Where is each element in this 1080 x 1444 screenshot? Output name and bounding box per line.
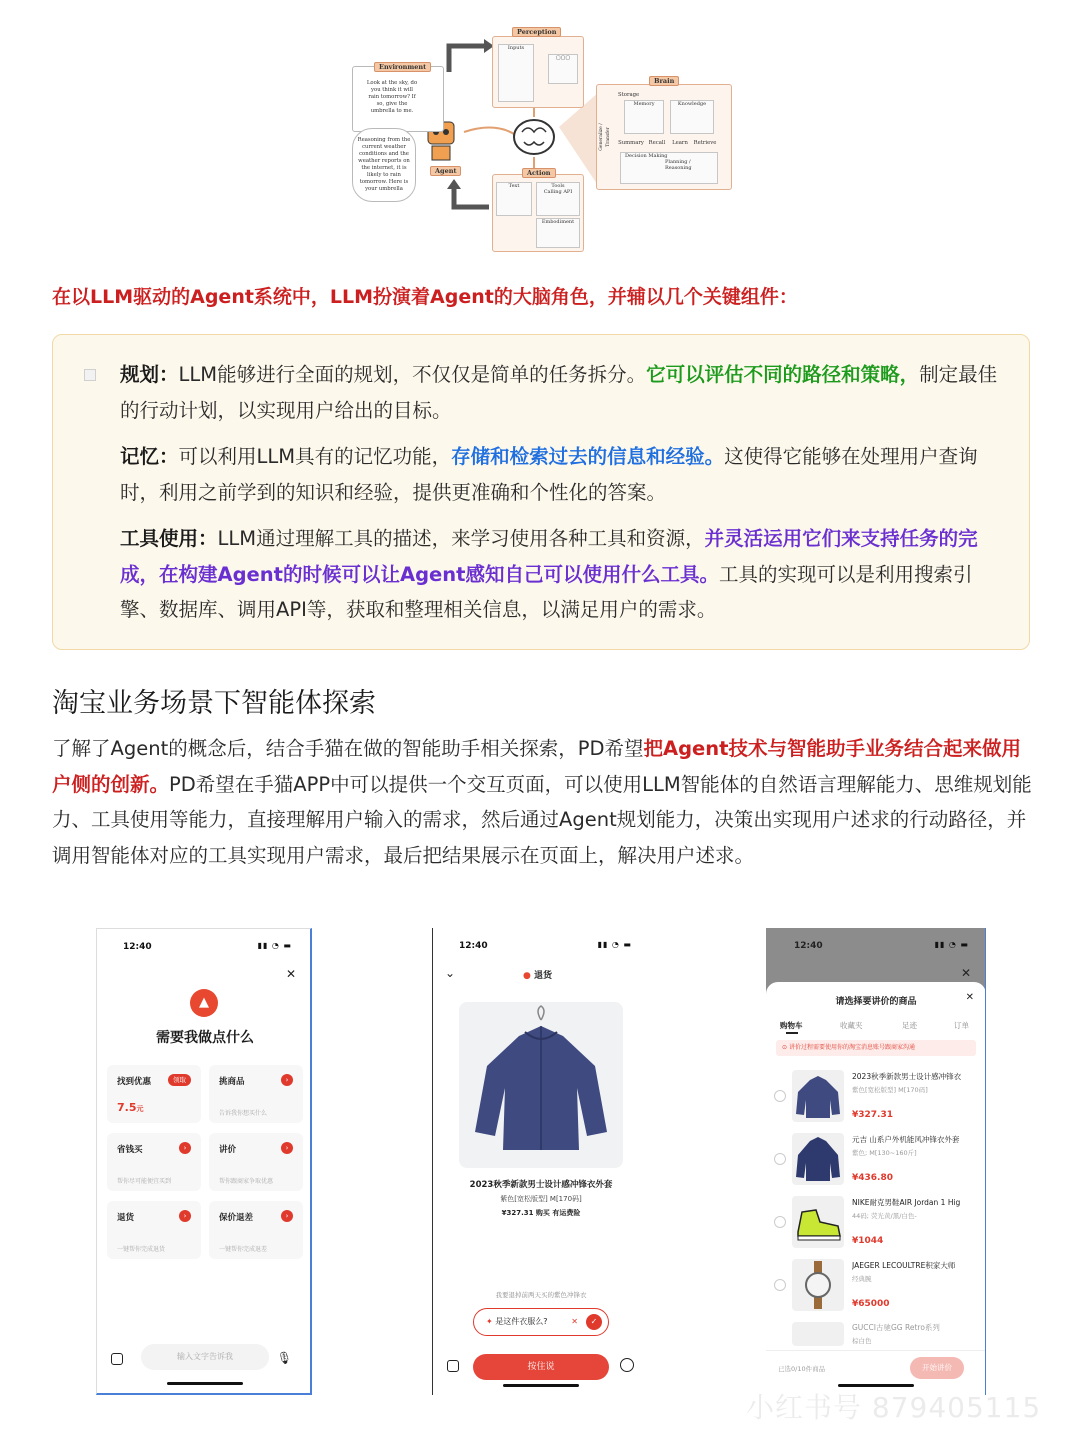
go-icon: › bbox=[281, 1074, 293, 1086]
tools-text-2: 工具的实现可以是利用搜索引擎、数据库、调用API等，获取和整理相关信息，以满足用户的需求。 bbox=[120, 562, 973, 621]
memory-text-2: 这使得它能够在处理用户查询时，利用之前学到的知识和经验，提供更准确和个性化的答案。 bbox=[120, 445, 978, 504]
jacket-illustration bbox=[459, 1002, 623, 1168]
product-spec: 经典腕 bbox=[852, 1275, 872, 1283]
tools-text: LLM通过理解工具的描述，来学习使用各种工具和资源， bbox=[217, 527, 705, 550]
product-image bbox=[792, 1322, 844, 1346]
reasoning-text: Reasoning from the current weather conditions and the weather reports on the internet, it is likely to rain tomorrow. Here is your umbrella bbox=[357, 137, 411, 192]
emoji-icon[interactable] bbox=[620, 1358, 634, 1372]
card-bargain[interactable]: 讲价 › 帮你跟商家争取优惠 bbox=[209, 1133, 303, 1191]
summary-label: Summary bbox=[618, 140, 644, 146]
knowledge-cell: Knowledge bbox=[670, 100, 714, 134]
tab-cart[interactable]: 购物车 bbox=[780, 1021, 803, 1030]
card-find-discount[interactable]: 找到优惠 领取 7.5元 bbox=[107, 1065, 201, 1123]
product-name: 2023秋季新款男士设计感冲锋衣外套 bbox=[469, 1180, 613, 1190]
product-image bbox=[459, 1002, 623, 1168]
tab-favorites[interactable]: 收藏夹 bbox=[840, 1021, 863, 1030]
selected-count: 已选0/10件商品 bbox=[778, 1365, 826, 1373]
memory-paragraph bbox=[120, 439, 1010, 510]
tab-footprint[interactable]: 足迹 bbox=[902, 1021, 917, 1030]
decision-cell: Decision Making Planning / Reasoning bbox=[620, 152, 718, 184]
storage-label: Storage bbox=[618, 92, 640, 98]
product-spec: 44码; 荧光黄/黑/白色- bbox=[852, 1212, 917, 1220]
select-radio[interactable] bbox=[774, 1090, 786, 1102]
section-highlight: 把Agent技术与智能助手业务结合起来做用户侧的创新。 bbox=[52, 737, 1021, 796]
select-radio[interactable] bbox=[774, 1216, 786, 1228]
status-time: 12:40 bbox=[794, 941, 823, 951]
select-radio[interactable] bbox=[774, 1279, 786, 1291]
embodiment-cell: Embodiment bbox=[536, 218, 580, 248]
product-image bbox=[792, 1133, 844, 1185]
product-price: ¥327.31 bbox=[852, 1110, 893, 1120]
section-body-2: PD希望在手猫APP中可以提供一个交互页面，可以使用LLM智能体的自然语言理解能力、思维规划能力、工具使用等能力，直接理解用户输入的需求，然后通过Agent规划能力，决策出实现用户述求的行动路径，并调用智能体对应的工具实现用户需求，最后把结果展示在页面上，解决用户述求。 bbox=[52, 772, 1032, 867]
status-icons: ▮▮ ◔ ▬ bbox=[257, 941, 292, 950]
phone-screenshot-bargain bbox=[766, 928, 986, 1395]
agent-label: Agent bbox=[430, 166, 461, 176]
text-cell: Text bbox=[496, 182, 532, 216]
product-name: GUCCI古驰GG Retro系列 bbox=[852, 1323, 940, 1332]
phone-screenshot-return bbox=[432, 928, 648, 1395]
text-input[interactable]: 输入文字告诉我 bbox=[141, 1344, 269, 1370]
spark-icon: ✦ bbox=[486, 1317, 493, 1326]
intro-heading: 在以LLM驱动的Agent系统中，LLM扮演着Agent的大脑角色，并辅以几个关键组件： bbox=[52, 286, 798, 308]
claim-badge[interactable]: 领取 bbox=[168, 1074, 191, 1086]
planning-label: 规划： bbox=[120, 363, 179, 386]
discount-price: 7.5元 bbox=[117, 1101, 144, 1114]
tools-paragraph bbox=[120, 521, 1010, 628]
memory-cell: Memory bbox=[624, 100, 664, 134]
hold-to-talk-button[interactable]: 按住说 bbox=[473, 1354, 609, 1380]
brain-label: Brain bbox=[649, 76, 679, 86]
planning-highlight: 它可以评估不同的路径和策略， bbox=[646, 363, 920, 386]
watermark: 小红书号 879405115 bbox=[746, 1391, 1042, 1424]
assistant-logo-icon: ▲ bbox=[190, 989, 218, 1017]
status-time: 12:40 bbox=[459, 941, 488, 951]
sensor-cell: ▢▢▢ bbox=[548, 54, 578, 84]
confirm-icon[interactable]: ✓ bbox=[586, 1314, 602, 1330]
learn-label: Learn bbox=[672, 140, 688, 146]
product-spec: 棕白色 bbox=[852, 1337, 872, 1345]
product-price: ¥327.31 购买 有运费险 bbox=[501, 1209, 581, 1217]
tab-orders[interactable]: 订单 bbox=[954, 1021, 969, 1030]
product-price: ¥1044 bbox=[852, 1236, 884, 1246]
sheet-title: 请选择要讲价的商品 bbox=[835, 997, 917, 1007]
jacket-thumb bbox=[792, 1133, 844, 1185]
tab-underline bbox=[786, 1032, 798, 1034]
card-save-money[interactable]: 省钱买 › 帮你尽可能便宜买到 bbox=[107, 1133, 201, 1191]
planning-paragraph bbox=[120, 357, 1010, 428]
go-icon: › bbox=[179, 1142, 191, 1154]
product-spec: 紫色[宽松版型] M[170码] bbox=[852, 1086, 928, 1094]
chevron-down-icon[interactable]: ⌄ bbox=[445, 966, 456, 980]
card-return[interactable]: 退货 › 一键帮你完成退货 bbox=[107, 1201, 201, 1259]
sneaker-thumb bbox=[792, 1196, 844, 1248]
home-indicator bbox=[167, 1382, 243, 1385]
section-body bbox=[52, 731, 1037, 873]
page-title: 需要我做点什么 bbox=[156, 1030, 254, 1046]
return-icon: ● bbox=[523, 971, 531, 981]
product-name: 元吉 山系户外机能风冲锋衣外套 bbox=[852, 1135, 960, 1144]
mic-icon[interactable]: 🎙 bbox=[276, 1351, 292, 1365]
select-radio[interactable] bbox=[774, 1153, 786, 1165]
page-title: ● 退货 bbox=[523, 971, 553, 981]
memory-label: 记忆： bbox=[120, 445, 179, 468]
card-pick-product[interactable]: 挑商品 › 告诉我你想买什么 bbox=[209, 1065, 303, 1123]
checkbox-icon bbox=[84, 369, 96, 381]
recall-label: Recall bbox=[648, 140, 666, 146]
memory-highlight: 存储和检索过去的信息和经验。 bbox=[451, 445, 725, 468]
product-price: ¥65000 bbox=[852, 1299, 890, 1309]
components-callout bbox=[52, 334, 1030, 650]
go-icon: › bbox=[179, 1210, 191, 1222]
tools-highlight: 并灵活运用它们来支持任务的完成，在构建Agent的时候可以让Agent感知自己可以使用什么工具。 bbox=[120, 527, 978, 586]
watch-thumb bbox=[792, 1259, 844, 1311]
keyboard-icon[interactable] bbox=[111, 1353, 123, 1365]
home-indicator bbox=[503, 1384, 579, 1387]
env-quote: Look at the sky, do you think it will rain tomorrow? If so, give the umbrella to me. bbox=[366, 80, 418, 114]
status-icons: ▮▮ ◔ ▬ bbox=[934, 940, 969, 949]
product-image bbox=[792, 1196, 844, 1248]
product-name: 2023秋季新款男士设计感冲锋衣 bbox=[852, 1072, 962, 1081]
info-icon: ⊙ bbox=[782, 1044, 788, 1051]
environment-label: Environment bbox=[374, 62, 431, 72]
go-icon: › bbox=[281, 1210, 293, 1222]
planning-text: LLM能够进行全面的规划，不仅仅是简单的任务拆分。 bbox=[178, 363, 647, 386]
inputs-cell: Inputs bbox=[498, 44, 534, 102]
product-price: ¥436.80 bbox=[852, 1173, 893, 1183]
product-spec: 紫色; M[130~160斤] bbox=[852, 1149, 917, 1157]
start-bargain-button[interactable]: 开始讲价 bbox=[910, 1357, 964, 1379]
product-name: JAEGER LECOULTRE积家大师 bbox=[852, 1261, 956, 1270]
product-image bbox=[792, 1070, 844, 1122]
close-icon[interactable]: ✕ bbox=[965, 992, 974, 1003]
product-spec: 紫色[宽松版型] M[170码] bbox=[500, 1195, 582, 1203]
product-image bbox=[792, 1259, 844, 1311]
close-icon[interactable]: ✕ bbox=[285, 967, 296, 981]
generalize-label: Generalize / Transfer bbox=[599, 123, 611, 151]
action-label: Action bbox=[522, 168, 556, 178]
reject-icon[interactable]: ✕ bbox=[571, 1317, 578, 1326]
section-title: 淘宝业务场景下智能体探索 bbox=[52, 688, 376, 719]
keyboard-icon[interactable] bbox=[447, 1360, 459, 1372]
notice-bar: ⊙ 讲价过程需要使用你的淘宝消息账号跟商家沟通 bbox=[776, 1040, 976, 1056]
section-body-1: 了解了Agent的概念后，结合手猫在做的智能助手相关探索，PD希望 bbox=[52, 737, 644, 760]
perception-label: Perception bbox=[512, 27, 561, 37]
close-icon[interactable]: ✕ bbox=[960, 966, 971, 980]
status-icons: ▮▮ ◔ ▬ bbox=[597, 940, 632, 949]
phone-screenshot-assistant-home bbox=[96, 928, 312, 1395]
agent-framework-diagram bbox=[344, 22, 736, 234]
status-time: 12:40 bbox=[123, 942, 152, 952]
memory-text: 可以利用LLM具有的记忆功能， bbox=[178, 445, 452, 468]
user-query: 我要退掉前两天买的紫色冲锋衣 bbox=[495, 1291, 587, 1299]
jacket-thumb bbox=[792, 1070, 844, 1122]
confirm-pill[interactable]: ✦ 是这件衣服么? ✕ ✓ bbox=[473, 1308, 609, 1336]
tools-label: 工具使用： bbox=[120, 527, 218, 550]
retrieve-label: Retrieve bbox=[693, 140, 717, 146]
card-price-protect[interactable]: 保价退差 › 一键帮你完成退差 bbox=[209, 1201, 303, 1259]
go-icon: › bbox=[281, 1142, 293, 1154]
product-name: NIKE耐克男鞋AIR Jordan 1 Hig bbox=[852, 1198, 961, 1207]
tools-cell: Tools Calling API bbox=[536, 182, 580, 216]
planning-text-2: 制定最佳的行动计划，以实现用户给出的目标。 bbox=[120, 363, 998, 422]
